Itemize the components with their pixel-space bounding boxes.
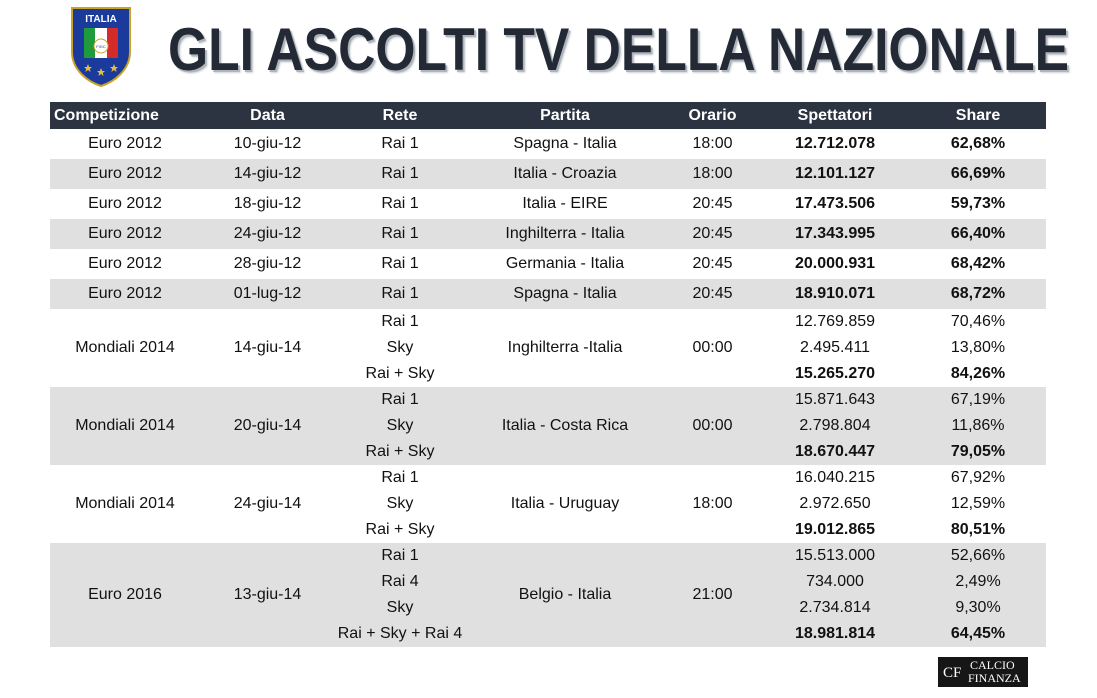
- cell-share: 70,46%: [950, 313, 1006, 330]
- cell-spettatori: 20.000.931: [794, 255, 876, 272]
- table-row: [50, 543, 1046, 569]
- cell-orario: 18:00: [665, 159, 760, 189]
- cell-rete: Rai 1: [335, 543, 465, 569]
- cell-rete: Rai + Sky: [365, 521, 435, 538]
- cell-share: 66,69%: [910, 159, 1046, 189]
- cell-data: 14-giu-12: [200, 159, 335, 189]
- cell-share: 79,05%: [910, 439, 1046, 465]
- cell-partita: Italia - Costa Rica: [465, 387, 665, 465]
- column-header-spettatori: Spettatori: [760, 102, 910, 129]
- cell-spettatori: 17.343.995: [760, 219, 910, 249]
- column-header-competizione: Competizione: [50, 102, 200, 129]
- brand-line-1: CALCIO: [970, 658, 1015, 672]
- cell-orario: 20:45: [665, 219, 760, 249]
- column-header-orario: Orario: [665, 102, 760, 129]
- cell-share: 59,73%: [950, 195, 1006, 212]
- cell-spettatori: 15.871.643: [760, 387, 910, 413]
- cell-competizione: Euro 2012: [50, 159, 200, 189]
- cell-share: 52,66%: [910, 543, 1046, 569]
- cell-partita: Spagna - Italia: [513, 135, 617, 152]
- cell-competizione: Euro 2016: [50, 543, 200, 647]
- table-row: [50, 189, 1046, 219]
- cell-share: 68,42%: [950, 255, 1006, 272]
- brand-short: CF: [943, 665, 962, 681]
- logo-text: ITALIA: [85, 14, 117, 25]
- cell-orario: 20:45: [665, 279, 760, 309]
- cell-rete: Rai 1: [335, 219, 465, 249]
- cell-data: 01-lug-12: [200, 279, 335, 309]
- cell-spettatori: 15.265.270: [794, 365, 876, 382]
- cell-rete: Rai 4: [335, 569, 465, 595]
- table-row: [50, 387, 1046, 413]
- column-header-rete: Rete: [335, 102, 465, 129]
- cell-orario: 00:00: [692, 339, 733, 356]
- table-row: [50, 279, 1046, 309]
- cell-spettatori: 2.495.411: [800, 339, 870, 356]
- column-header-partita: Partita: [465, 102, 665, 129]
- table-header-row: [50, 102, 1046, 129]
- cell-competizione: Euro 2012: [88, 135, 162, 152]
- cell-share: 64,45%: [910, 621, 1046, 647]
- cell-spettatori: 734.000: [760, 569, 910, 595]
- cell-partita: Germania - Italia: [505, 255, 625, 272]
- cell-orario: 20:45: [692, 195, 733, 212]
- cell-rete: Sky: [386, 495, 414, 512]
- cell-data: 14-giu-14: [233, 339, 302, 356]
- cell-rete: Rai 1: [381, 135, 419, 152]
- cell-spettatori: 12.769.859: [794, 313, 876, 330]
- cell-data: 24-giu-12: [200, 219, 335, 249]
- cell-rete: Rai + Sky: [335, 439, 465, 465]
- cell-share: 68,72%: [910, 279, 1046, 309]
- cell-partita: Italia - Croazia: [465, 159, 665, 189]
- cell-spettatori: 2.734.814: [760, 595, 910, 621]
- cell-rete: Sky: [335, 413, 465, 439]
- table-row: [50, 219, 1046, 249]
- cell-rete: Rai 1: [335, 387, 465, 413]
- cell-competizione: Euro 2012: [50, 219, 200, 249]
- cell-share: 80,51%: [950, 521, 1006, 538]
- cell-data: 24-giu-14: [233, 495, 302, 512]
- figc-shield-icon: [70, 6, 132, 88]
- figc-logo: [70, 6, 132, 88]
- cell-orario: 18:00: [692, 495, 733, 512]
- cell-share: 62,68%: [950, 135, 1006, 152]
- cell-competizione: Euro 2012: [88, 195, 162, 212]
- ratings-table: [50, 102, 1046, 647]
- cell-rete: Rai 1: [381, 255, 419, 272]
- cell-partita: Italia - Uruguay: [510, 495, 620, 512]
- cell-spettatori: 17.473.506: [794, 195, 876, 212]
- cell-orario: 00:00: [665, 387, 760, 465]
- cell-data: 10-giu-12: [233, 135, 302, 152]
- cell-share: 9,30%: [910, 595, 1046, 621]
- cell-share: 67,19%: [910, 387, 1046, 413]
- cell-partita: Inghilterra -Italia: [507, 339, 623, 356]
- cell-share: 66,40%: [910, 219, 1046, 249]
- table-body: [50, 129, 1046, 647]
- cell-rete: Sky: [386, 339, 414, 356]
- cell-partita: Italia - EIRE: [522, 195, 608, 212]
- column-header-data: Data: [200, 102, 335, 129]
- cell-share: 2,49%: [910, 569, 1046, 595]
- cell-spettatori: 12.101.127: [760, 159, 910, 189]
- table-row: [50, 309, 1046, 335]
- cell-orario: 20:45: [692, 255, 733, 272]
- cell-data: 18-giu-12: [233, 195, 302, 212]
- cell-partita: Belgio - Italia: [465, 543, 665, 647]
- cell-orario: 18:00: [692, 135, 733, 152]
- cell-spettatori: 12.712.078: [794, 135, 876, 152]
- cell-spettatori: 15.513.000: [760, 543, 910, 569]
- cell-spettatori: 19.012.865: [794, 521, 876, 538]
- cell-rete: Rai 1: [381, 313, 419, 330]
- cell-spettatori: 2.972.650: [799, 495, 871, 512]
- brand-line-2: FINANZA: [968, 671, 1021, 685]
- table-row: [50, 129, 1046, 159]
- cell-spettatori: 18.670.447: [760, 439, 910, 465]
- cell-competizione: Euro 2012: [50, 279, 200, 309]
- cell-share: 12,59%: [950, 495, 1006, 512]
- cell-rete: Rai 1: [335, 159, 465, 189]
- cell-rete: Rai 1: [335, 279, 465, 309]
- cell-rete: Rai + Sky + Rai 4: [335, 621, 465, 647]
- cell-data: 13-giu-14: [200, 543, 335, 647]
- table-row: [50, 249, 1046, 279]
- cell-share: 67,92%: [950, 469, 1006, 486]
- cell-competizione: Mondiali 2014: [75, 339, 175, 356]
- cell-spettatori: 2.798.804: [760, 413, 910, 439]
- cell-competizione: Euro 2012: [88, 255, 162, 272]
- table-row: [50, 159, 1046, 189]
- table-row: [50, 465, 1046, 491]
- cell-data: 28-giu-12: [233, 255, 302, 272]
- cell-partita: Spagna - Italia: [465, 279, 665, 309]
- cell-rete: Rai 1: [381, 195, 419, 212]
- cell-share: 13,80%: [950, 339, 1006, 356]
- cell-rete: Sky: [335, 595, 465, 621]
- cell-rete: Rai 1: [381, 469, 419, 486]
- cell-spettatori: 16.040.215: [794, 469, 876, 486]
- cell-spettatori: 18.981.814: [760, 621, 910, 647]
- logo-badge: FIGC: [96, 44, 106, 49]
- cell-competizione: Mondiali 2014: [50, 387, 200, 465]
- cell-rete: Rai + Sky: [365, 365, 435, 382]
- cell-partita: Inghilterra - Italia: [465, 219, 665, 249]
- cell-spettatori: 18.910.071: [760, 279, 910, 309]
- cell-data: 20-giu-14: [200, 387, 335, 465]
- cell-competizione: Mondiali 2014: [75, 495, 175, 512]
- cell-share: 84,26%: [950, 365, 1006, 382]
- calcio-finanza-logo: [938, 657, 1028, 687]
- page-title: GLI ASCOLTI TV DELLA NAZIONALE: [168, 16, 1070, 83]
- cell-share: 11,86%: [910, 413, 1046, 439]
- cell-orario: 21:00: [665, 543, 760, 647]
- column-header-share: Share: [910, 102, 1046, 129]
